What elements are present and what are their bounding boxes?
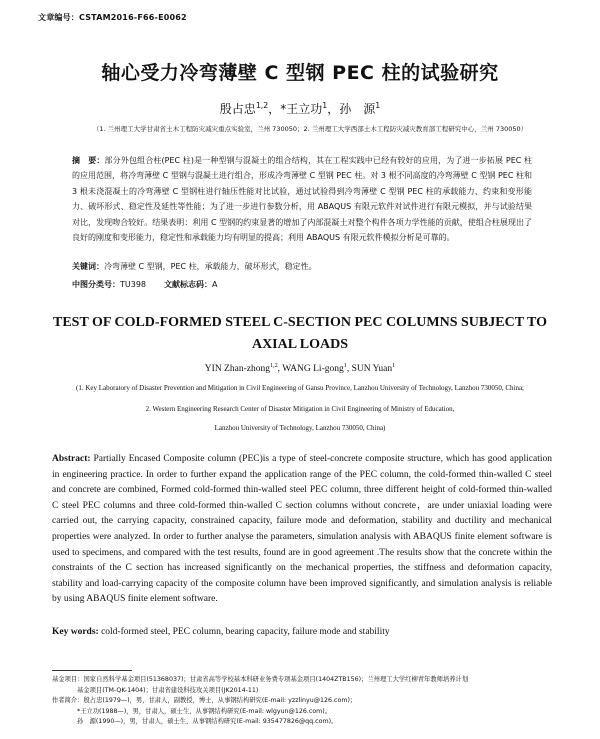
classification-value: TU398 (120, 280, 147, 289)
english-keywords-text: cold-formed steel, PEC column, bearing capacity, failure mode and stability (101, 627, 390, 637)
chinese-affiliation: （1. 兰州理工大学甘肃省土木工程防灾减灾重点实验室，兰州 730050；2. 兰州理工大学西部土木工程防灾减灾教育部工程研究中心，兰州 730050） (92, 125, 528, 133)
author-3-affiliation-mark: 1 (375, 101, 381, 110)
chinese-keywords-text: 冷弯薄壁 C 型钢，PEC 柱，承载能力，破坏形式，稳定性。 (104, 262, 317, 271)
english-abstract-text: Partially Encased Composite column (PEC)is a type of steel-concrete composite structure, which has good application in engineering practice. In order to further expand the application range of the PEC column, the cold-formed thin-walled C steel and concrete are combined, Formed cold-formed thin-walled steel PEC column, three different height of cold-formed thin-walled C steel PEC columns and three cold-formed thin-walled C section columns without concrete，are under uniaxial loading were carried out, the carrying capacity, constrained capacity, failure mode and deformation, stability and ductility and mechanical properties were analyzed. In order to further analyse the parameters, simulation analysis with ABAQUS finite element software is used to specimens, and compared with the test results, found are in good agreement .The results show that the concrete within the constraints of the C section has increased significantly on the mechanical properties, the stiffness and deformation capacity, stability and load-carrying capacity of the composite column have been improved significantly, and simulation analysis is reliable by using ABAQUS finite element software. (52, 454, 553, 605)
english-keywords-label: Key words: (52, 627, 99, 637)
doc-code-label: 文献标志码： (164, 280, 213, 289)
chinese-keywords-label: 关键词： (72, 262, 104, 271)
english-affiliation-2: 2. Western Engineering Research Center of Disaster Mitigation in Civil Engineering of Ministry of Education, (145, 405, 455, 413)
footnote-author-1: 作者简介：殷占忠(1979—)，男，甘肃人，副教授，博士，从事钢结构研究(E-mail: yzzlinyu@126.com)； (52, 697, 357, 704)
classification-label: 中图分类号： (72, 280, 120, 289)
en-author-2-affiliation-mark: 1 (343, 362, 347, 369)
english-authors (0, 364, 600, 374)
english-abstract-label: Abstract: (52, 454, 91, 464)
footnotes (52, 675, 552, 728)
footnote-author-2: *王立功(1988—)，男，甘肃人，硕士生，从事钢结构研究(E-mail: wlgyun@126.com)。 (77, 707, 332, 715)
chinese-authors (0, 100, 600, 117)
footnote-fund-2: 基金项目(TM-QK-1404)；甘肃省建设科技攻关项目(JK2014-11) (77, 686, 259, 694)
en-author-3-affiliation-mark: 1 (392, 362, 396, 369)
chinese-title: 轴心受力冷弯薄壁 C 型钢 PEC 柱的试验研究 (101, 62, 499, 84)
english-affiliation-1: (1. Key Laboratory of Disaster Prevention and Mitigation in Civil Engineering of Gansu Province, Lanzhou University of Technology, Lanzhou 730050, China; (76, 384, 524, 392)
chinese-keywords (72, 261, 532, 272)
english-keywords (52, 627, 552, 637)
footnote-author-3: 孙 源(1990—)，男，甘肃人，硕士生，从事钢结构研究(E-mail: 935477826@qq.com)。 (77, 718, 338, 725)
english-title: TEST OF COLD-FORMED STEEL C-SECTION PEC COLUMNS SUBJECT TO AXIAL LOADS (53, 315, 547, 352)
author-1: 殷占忠 (219, 102, 256, 116)
en-author-1-affiliation-mark: 1,2 (269, 362, 278, 369)
english-affiliation-3: Lanzhou University of Technology, Lanzhou 730050, China) (214, 424, 386, 432)
en-author-1: YIN Zhan-zhong (204, 364, 270, 374)
en-author-2: , WANG Li-gong (277, 364, 344, 374)
classification-line (72, 279, 532, 290)
author-1-affiliation-mark: 1,2 (255, 101, 269, 110)
chinese-abstract (72, 153, 532, 245)
en-author-3: , SUN Yuan (346, 364, 393, 374)
doc-code-value: A (212, 280, 218, 289)
author-3: ，孙 源 (327, 102, 376, 116)
author-2-affiliation-mark: 1 (322, 101, 328, 110)
english-abstract (52, 452, 552, 608)
footnote-fund-1: 基金项目：国家自然科学基金项目(51368037)；甘肃省高等学校基本科研业务费专项基金项目(1404ZTB156)；兰州理工大学红柳青年教师培养计划 (52, 676, 469, 683)
chinese-abstract-text: 部分外包组合柱(PEC 柱)是一种型钢与混凝土的组合结构，其在工程实践中已经有较好的应用，为了进一步拓展 PEC 柱的应用范围，将冷弯薄壁 C 型钢与混凝土进行组合，形成冷弯薄壁 C 型钢 PEC 柱。对 3 根不同高度的冷弯薄壁 C 型钢 PEC 柱和 3 根未浇混凝土的冷弯薄壁 C 型钢柱进行轴压性能对比试验，通过试验得到冷弯薄壁 C 型钢 PEC 柱的承载能力、约束和变形能力、破坏形式、稳定性及延性等性能；为了进一步进行参数分析，用 ABAQUS 有限元软件对试件进行有限元模拟，并与试验结果对比，发现吻合较好。结果表明：利用 C 型钢的约束显著的增加了内部混凝土对整个构件各项力学性能的贡献，使组合柱展现出了良好的刚度和变形能力，稳定性和承载能力均有明显的提高；利用 ABAQUS 有限元软件模拟分析是可靠的。 (72, 156, 533, 243)
footnote-divider (52, 670, 132, 671)
article-id: 文章编号：CSTAM2016-F66-E0062 (38, 13, 187, 22)
chinese-abstract-label: 摘 要： (72, 156, 105, 165)
author-2: ，*王立功 (268, 102, 323, 116)
